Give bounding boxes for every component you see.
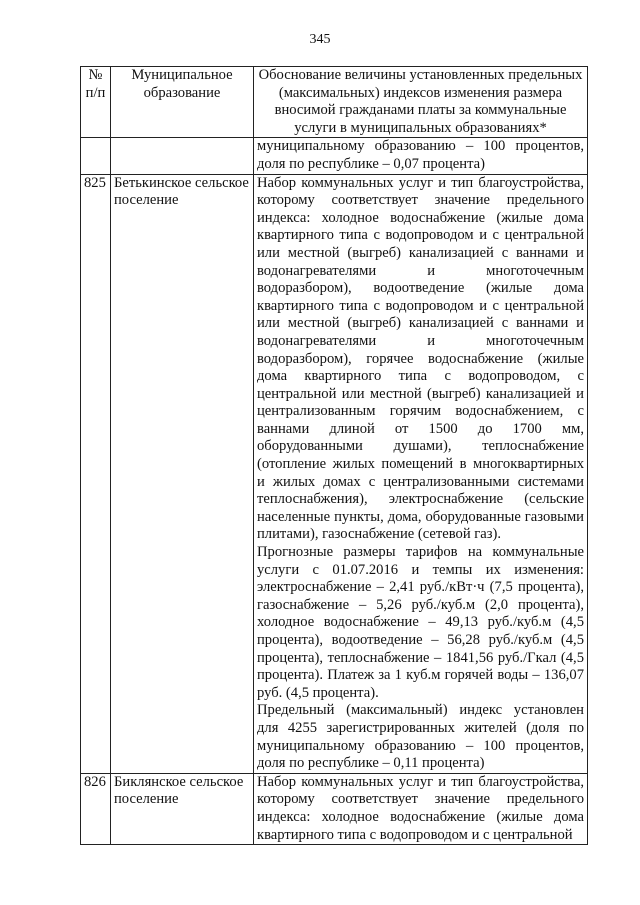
row-justification [254, 138, 588, 174]
justification-paragraph: Предельный (максимальный) индекс установлен для 4255 зарегистрированных жителей (доля по муниципальному образованию – 100 процентов, доля по республике – 0,11 процента) [257, 702, 584, 772]
table-row-continuation [81, 138, 588, 174]
row-municipality: Биклянское сельское поселение [111, 773, 254, 844]
table-row-825 [81, 174, 588, 773]
table-row-826 [81, 773, 588, 844]
row-justification [254, 773, 588, 844]
justification-paragraph: муниципальному образованию – 100 процентов, доля по республике – 0,07 процента) [257, 138, 584, 172]
row-municipality: Бетькинское сельское поселение [111, 174, 254, 773]
table-header-row [81, 67, 588, 138]
justification-paragraph: Набор коммунальных услуг и тип благоустройства, которому соответствует значение предельного индекса: холодное водоснабжение (жилые дома квартирного типа с водопроводом и с центральной [257, 773, 584, 843]
row-number [81, 138, 111, 174]
page-number: 345 [309, 32, 331, 47]
row-municipality [111, 138, 254, 174]
justification-paragraph: Набор коммунальных услуг и тип благоустройства, которому соответствует значение предельного индекса: холодное водоснабжение (жилые дома квартирного типа с водопроводом и с центральной или местной (выгреб) канализацией с ваннами и водонагревателями и многоточечным водоразбором), водоотведение (жилые дома квартирного типа с водопроводом и с центральной или местной (выгреб) канализацией с ваннами и водонагревателями и многоточечным водоразбором), горячее водоснабжение (жилые дома квартирного типа с водопроводом, с центральной или местной (выгреб) канализацией и централизованным горячим водоснабжением, с ваннами длиной от 1500 до 1700 мм, оборудованными душами), теплоснабжение (отопление жилых помещений в многоквартирных и жилых домах с централизованными системами теплоснабжения), электроснабжение (сельские населенные пункты, дома, оборудованные газовыми плитами), газоснабжение (сетевой газ). [257, 174, 584, 543]
tariff-index-table [80, 66, 588, 845]
row-number: 825 [81, 174, 111, 773]
header-justification: Обоснование величины установленных предельных (максимальных) индексов изменения размера вносимой гражданами платы за коммунальные услуги в муниципальных образованиях* [254, 67, 588, 138]
header-number: № п/п [81, 67, 111, 138]
justification-paragraph: Прогнозные размеры тарифов на коммунальные услуги с 01.07.2016 и темпы их изменения: электроснабжение – 2,41 руб./кВт·ч (7,5 процента), газоснабжение – 5,26 руб./куб.м (2,0 процента), холодное водоснабжение – 49,13 руб./куб.м (4,5 процента), водоотведение – 56,28 руб./куб.м (4,5 процента), теплоснабжение – 1841,56 руб./Гкал (4,5 процента). Платеж за 1 куб.м горячей воды – 136,07 руб. (4,5 процента). [257, 544, 584, 701]
header-municipality: Муниципальное образование [111, 67, 254, 138]
row-justification [254, 174, 588, 773]
row-number: 826 [81, 773, 111, 844]
